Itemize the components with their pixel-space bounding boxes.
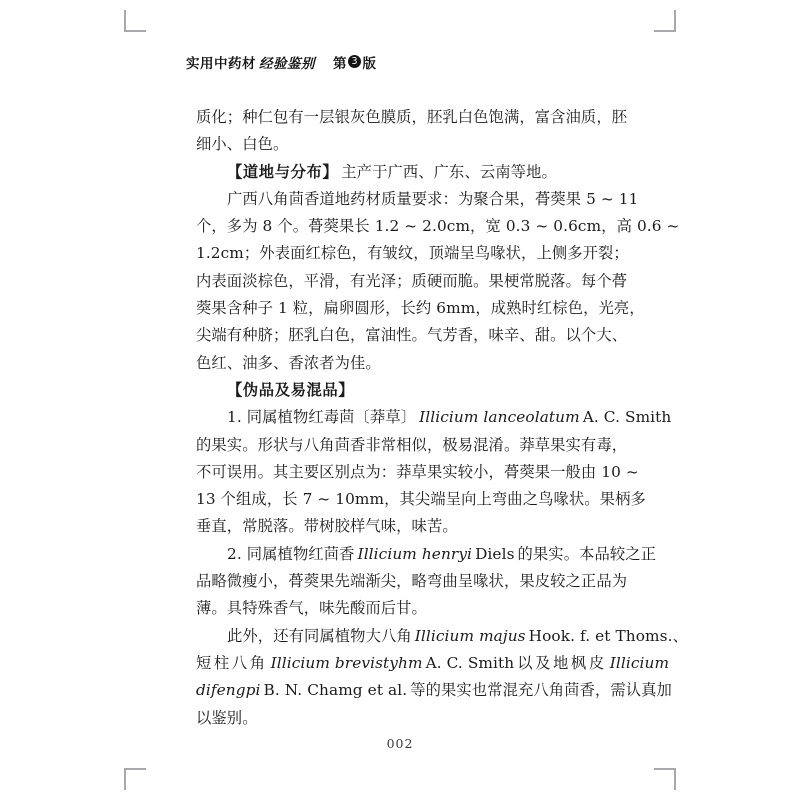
text-line-content [196, 354, 381, 372]
text-line-content [196, 436, 627, 454]
text-line [196, 486, 646, 513]
text-line [196, 623, 688, 650]
text-run: 葖果含种子 1 粒，扁卵圆形，长约 6mm，成熟时红棕色，光亮， [196, 299, 645, 318]
running-head-subtitle: 经验鉴别 [259, 56, 315, 72]
text-line [196, 432, 628, 459]
latin-name: Illicium [609, 653, 670, 672]
text-run: 以及地枫皮 [517, 653, 607, 672]
text-line [196, 295, 645, 322]
text-line-content [196, 681, 672, 699]
text-run: 2. 同属植物红茴香 [227, 544, 355, 563]
crop-mark-bottom-left [124, 768, 146, 790]
text-run: 个，多为 8 个。蓇葖果长 1.2 ~ 2.0cm，宽 0.3 ~ 0.6cm，高 0.6 ~ [196, 217, 680, 236]
text-line [196, 650, 670, 677]
text-run: 质化；种仁包有一层银灰色膜质，胚乳白色饱满，富含油质，胚 [196, 108, 628, 126]
text-line [196, 186, 639, 213]
text-run: 等的果实也常混充八角茴香，需认真加 [410, 681, 672, 700]
text-line-content [196, 244, 629, 262]
text-run: 的果实。本品较之正 [517, 544, 657, 563]
running-head [186, 48, 616, 72]
text-line [196, 595, 604, 622]
text-line-content [227, 627, 688, 645]
edition-number-badge: 3 [348, 55, 361, 68]
text-line [196, 159, 604, 186]
text-line [196, 459, 639, 486]
text-line-content [196, 490, 646, 508]
text-run: 不可误用。其主要区别点为：莽草果实较小，蓇葖果一般由 10 ~ [196, 462, 639, 481]
text-run: 短柱八角 [196, 653, 268, 672]
edition-suffix: 版 [362, 56, 376, 72]
text-run: 1. 同属植物红毒茴〔莽草〕 [227, 408, 417, 427]
latin-name: Hook. f. et Thoms.、 [528, 626, 688, 645]
latin-name: Illicium henryi [357, 544, 473, 563]
text-line-content [196, 272, 627, 290]
text-run: 1.2cm；外表面红棕色，有皱纹，顶端呈鸟喙状，上侧多开裂； [196, 244, 629, 263]
latin-name: difengpi [196, 681, 261, 700]
text-run: 13 个组成，长 7 ~ 10mm，其尖端呈向上弯曲之鸟喙状。果柄多 [196, 490, 646, 509]
text-line-content [196, 463, 639, 481]
text-run: 垂直，常脱落。带树胶样气味，味苦。 [196, 517, 458, 536]
text-run: 内表面淡棕色，平滑，有光泽；质硬而脆。果梗常脱落。每个蓇 [196, 271, 628, 290]
crop-mark-bottom-right [654, 768, 676, 790]
text-line-content [196, 299, 645, 317]
text-line-content [227, 408, 671, 426]
text-line-content [196, 599, 427, 617]
text-line [196, 404, 672, 431]
text-line-content [227, 381, 354, 399]
latin-name: Illicium brevistyhm [270, 653, 423, 672]
text-line [196, 677, 672, 704]
text-run: 品略微瘦小，蓇葖果先端渐尖，略弯曲呈喙状，果皮较之正品为 [196, 572, 628, 591]
text-run: 广西八角茴香道地药材质量要求：为聚合果，蓇葖果 5 ~ 11 [227, 189, 639, 208]
text-line-content [196, 572, 627, 590]
text-line-content [196, 108, 627, 126]
text-line-content [196, 135, 288, 153]
text-run: 的果实。形状与八角茴香非常相似，极易混淆。莽草果实有毒， [196, 435, 628, 454]
section-heading: 【道地与分布】 [227, 162, 339, 181]
text-line-content [196, 217, 679, 235]
text-line [196, 268, 628, 295]
running-head-edition [333, 52, 376, 72]
text-line [196, 322, 628, 349]
text-line [196, 213, 680, 240]
text-line [196, 350, 604, 377]
crop-mark-top-right [654, 10, 676, 32]
text-run: 主产于广西、广东、云南等地。 [341, 162, 557, 181]
text-line [196, 568, 628, 595]
latin-name: Diels [475, 544, 515, 563]
text-line [196, 513, 604, 540]
edition-prefix: 第 [333, 56, 347, 72]
text-line [196, 104, 628, 131]
running-head-title: 实用中药材 [186, 56, 256, 72]
text-run: 薄。具特殊香气，味先酸而后甘。 [196, 599, 427, 618]
latin-name: Illicium majus [414, 626, 526, 645]
text-run: 色红、油多、香浓者为佳。 [196, 353, 381, 372]
text-line [196, 131, 604, 158]
text-line-content [196, 326, 627, 344]
body-text-column [196, 104, 688, 732]
latin-name: A. C. Smith [582, 408, 672, 427]
crop-mark-top-left [124, 10, 146, 32]
text-line-content [227, 163, 557, 181]
text-line [196, 240, 629, 267]
page-number: 002 [386, 736, 414, 751]
text-line-content [196, 709, 258, 727]
text-run: 此外，还有同属植物大八角 [227, 626, 412, 645]
text-run: 细小、白色。 [196, 135, 289, 154]
text-line [196, 541, 657, 568]
text-line-content [196, 517, 458, 535]
text-line-content [196, 654, 669, 672]
text-run: 以鉴别。 [196, 708, 258, 727]
latin-name: Illicium lanceolatum [419, 408, 580, 427]
section-heading: 【伪品及易混品】 [227, 380, 355, 399]
latin-name: B. N. Chamg et al. [263, 681, 408, 700]
text-run: 尖端有种脐；胚乳白色，富油性。气芳香，味辛、甜。以个大、 [196, 326, 628, 345]
text-line-content [227, 545, 656, 563]
text-line [196, 705, 604, 732]
latin-name: A. C. Smith [425, 653, 515, 672]
text-line [196, 377, 604, 404]
text-line-content [227, 190, 638, 208]
